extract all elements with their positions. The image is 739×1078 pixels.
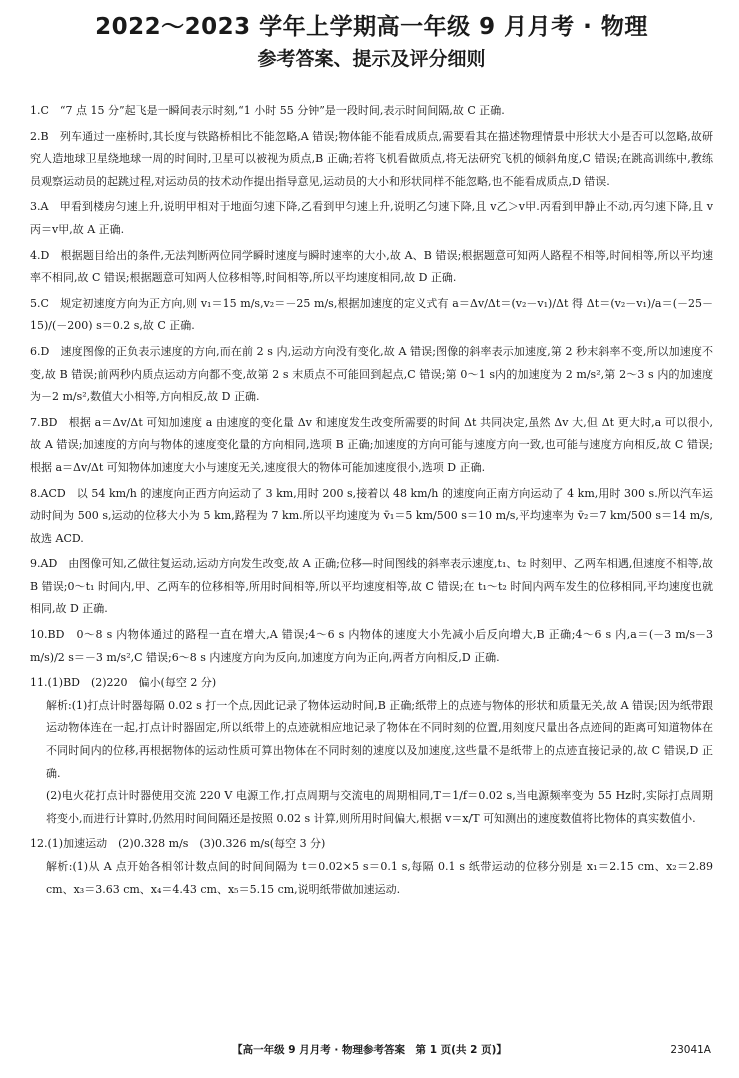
footer-page-info: 【高一年级 9 月月考 · 物理参考答案 第 1 页(共 2 页)】 — [232, 1044, 507, 1056]
answer-item-4: 4.D 根据题目给出的条件,无法判断两位同学瞬时速度与瞬时速率的大小,故 A、B 错误;根据题意可知两人路程不相等,时间相等,所以平均速率不相同,故 C 错误;根据题意可知两人位移相等,时间相等,所以平均速度相同,故 D 正确. — [30, 248, 713, 285]
answer-item-3: 3.A 甲看到楼房匀速上升,说明甲相对于地面匀速下降,乙看到甲匀速上升,说明乙匀速下降,且 v乙＞v甲.丙看到甲静止不动,丙匀速下降,且 v丙＝v甲,故 A 正确. — [30, 200, 713, 236]
answers-content — [30, 100, 713, 901]
answer-item-6: 6.D 速度图像的正负表示速度的方向,而在前 2 s 内,运动方向没有变化,故 A 错误;图像的斜率表示加速度,第 2 秒末斜率不变,所以加速度不变,故 B 错误;前两秒内质点运动方向都不变,故第 2 s 末质点不可能回到起点,C 错误;第 0～1 s内的加速度为 2 m/s²,第 2～3 s 内的加速度为－2 m/s²,数值大小相等,方向相反,故 D 正确. — [30, 344, 713, 404]
answer-item-8: 8.ACD 以 54 km/h 的速度向正西方向运动了 3 km,用时 200 s,接着以 48 km/h 的速度向正南方向运动了 4 km,用时 300 s.所以汽车运动时间为 500 s,运动的位移大小为 5 km,路程为 7 km.所以平均速度为 v̄₁＝5 km/500 s＝10 m/s,平均速率为 v̄₂＝7 km/500 s＝14 m/s,故选 ACD. — [30, 486, 713, 545]
answer-item-2: 2.B 列车通过一座桥时,其长度与铁路桥相比不能忽略,A 错误;物体能不能看成质点,需要看其在描述物理情景中形状大小是否可以忽略,故研究人造地球卫星绕地球一周的时间时,卫星可以被视为质点,B 正确;若将飞机看做质点,将无法研究飞机的倾斜角度,C 错误;在跳高训练中,教练员观察运动员的起跳过程,对运动员的技术动作提出指导意见,运动员的大小和形状同样不能忽略,也不能看成质点,D 错误. — [30, 129, 713, 188]
q11-analysis-part1: 解析:(1)打点计时器每隔 0.02 s 打一个点,因此记录了物体运动时间,B 正确;纸带上的点迹与物体的形状和质量无关,故 A 错误;因为纸带跟运动物体连在一起,打点计时器固定,所以纸带上的点迹就相应地记录了物体在不同时刻的位置,用刻度尺量出各点迹间的距离可知道物体在不同时间内的位移,再根据物体的运动性质可算出物体在不同时刻的速度以及加速度,这些量不是纸带上的点迹直接记录的,故 C 错误,D 正确. — [46, 698, 713, 780]
footer-code: 23041A — [670, 1044, 711, 1056]
answer-item-1: 1.C “7 点 15 分”起飞是一瞬间表示时刻,“1 小时 55 分钟”是一段时间,表示时间间隔,故 C 正确. — [30, 104, 505, 117]
q11-analysis-part2: (2)电火花打点计时器使用交流 220 V 电源工作,打点周期与交流电的周期相同,T＝1/f＝0.02 s,当电源频率变为 55 Hz时,实际打点周期将变小,而进行计算时,仍然用时间间隔还是按照 0.02 s 计算,则所用时间偏大,根据 v＝x/T 可知测出的速度数值将比物体的真实数值小. — [46, 789, 713, 825]
page-subtitle: 参考答案、提示及评分细则 — [257, 48, 486, 70]
answer-item-9: 9.AD 由图像可知,乙做往复运动,运动方向发生改变,故 A 正确;位移—时间图线的斜率表示速度,t₁、t₂ 时刻甲、乙两车相遇,但速度不相等,故 B 错误;0～t₁ 时间内,甲、乙两车的位移相等,所用时间相等,所以平均速度相等,故 C 错误;在 t₁～t₂ 时间内两车发生的位移相同,平均速度也就相同,故 D 正确. — [30, 557, 713, 616]
q12-analysis: 解析:(1)从 A 点开始各相邻计数点间的时间间隔为 t＝0.02×5 s＝0.1 s,每隔 0.1 s 纸带运动的位移分别是 x₁＝2.15 cm、x₂＝2.89 cm、x₃＝3.63 cm、x₄＝4.43 cm、x₅＝5.15 cm,说明纸带做加速运动. — [46, 860, 713, 896]
answer-item-12: 12.(1)加速运动 (2)0.328 m/s (3)0.326 m/s(每空 3 分) — [30, 837, 326, 851]
answer-item-5: 5.C 规定初速度方向为正方向,则 v₁＝15 m/s,v₂＝－25 m/s,根据加速度的定义式有 a＝Δv/Δt＝(v₂－v₁)/Δt 得 Δt＝(v₂－v₁)/a＝(－25－15)/(－200) s＝0.2 s,故 C 正确. — [30, 296, 713, 333]
page-title: 2022～2023 学年上学期高一年级 9 月月考 · 物理 — [95, 14, 648, 40]
page-footer — [0, 1040, 739, 1060]
answer-item-11: 11.(1)BD (2)220 偏小(每空 2 分) — [30, 676, 217, 690]
answer-item-7: 7.BD 根据 a＝Δv/Δt 可知加速度 a 由速度的变化量 Δv 和速度发生改变所需要的时间 Δt 共同决定,虽然 Δv 大,但 Δt 更大时,a 可以很小,故 A 错误;加速度的方向与物体的速度变化量的方向相同,选项 B 正确;加速度的方向可能与速度方向一致,也可能与速度方向相反,故 C 错误;根据 a＝Δv/Δt 可知物体加速度大小与速度无关,速度很大的物体可能加速度很小,选项 D 正确. — [30, 415, 713, 474]
answer-item-10: 10.BD 0～8 s 内物体通过的路程一直在增大,A 错误;4～6 s 内物体的速度大小先减小后反向增大,B 正确;4～6 s 内,a＝(－3 m/s－3 m/s)/2 s＝－3 m/s²,C 错误;6～8 s 内速度方向为反向,加速度方向为正向,两者方向相反,D 正确. — [30, 628, 713, 664]
